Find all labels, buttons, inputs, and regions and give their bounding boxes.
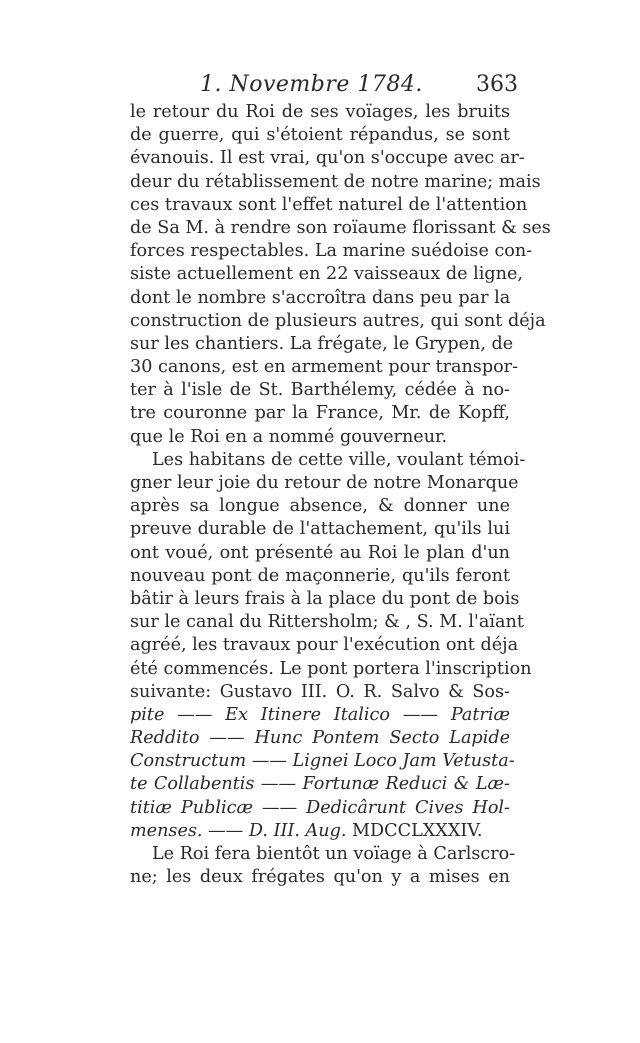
text-line: suivante: Gustavo III. O. R. Salvo & Sos- <box>130 681 510 702</box>
text-line: sur le canal du Rittersholm; & , S. M. l'aïant <box>130 612 524 633</box>
text-line: Le Roi fera bientôt un voïage à Carlscro- <box>152 844 516 864</box>
text-line: été commencés. Le pont portera l'inscription <box>130 658 532 679</box>
text-line: gner leur joie du retour de notre Monarque <box>130 473 519 493</box>
text-line: dont le nombre s'accroîtra dans peu par la <box>130 287 511 308</box>
text-line: de Sa M. à rendre son roïaume florissant & ses <box>130 217 551 238</box>
text-line: nouveau pont de maçonnerie, qu'ils feront <box>130 565 510 586</box>
inscription-line: Reddito —— Hunc Pontem Secto Lapide <box>130 728 510 749</box>
text-line: sur les chantiers. La frégate, le Grypen, de <box>130 333 514 354</box>
text-line: de guerre, qui s'étoient répandus, se sont <box>130 125 510 146</box>
body-text <box>130 101 551 889</box>
text-line: ne; les deux frégates qu'on y a mises en <box>130 867 510 888</box>
page-number: 363 <box>476 72 518 97</box>
text-line: tre couronne par la France, Mr. de Kopff, <box>130 403 510 424</box>
inscription-line: te Collabentis —— Fortunæ Reduci & Læ- <box>130 774 510 795</box>
text-line: preuve durable de l'attachement, qu'ils lui <box>130 519 510 540</box>
text-line: que le Roi en a nommé gouverneur. <box>130 426 448 447</box>
text-line: 30 canons, est en armement pour transpor- <box>130 357 519 378</box>
text-line: après sa longue absence, & donner une <box>130 496 510 517</box>
text-line: forces respectables. La marine suédoise con- <box>130 241 533 262</box>
text-line: ont voué, ont présenté au Roi le plan d'un <box>130 542 510 563</box>
inscription-line: Constructum —— Lignei Loco Jam Vetusta- <box>130 751 515 772</box>
text-line: siste actuellement en 22 vaisseaux de ligne, <box>130 264 523 285</box>
text-line: bâtir à leurs frais à la place du pont de bois <box>130 588 520 609</box>
running-title: 1. Novembre 1784. <box>200 72 423 97</box>
inscription-line: titiæ Publicæ —— Dedicârunt Cives Hol- <box>130 797 510 818</box>
text-line: évanouis. Il est vrai, qu'on s'occupe avec ar- <box>130 148 525 169</box>
inscription-date: MDCCLXXXIV. <box>352 820 483 841</box>
inscription-line <box>130 820 510 843</box>
text-line: ces travaux sont l'effet naturel de l'attention <box>130 194 528 215</box>
text-line: deur du rétablissement de notre marine; mais <box>130 171 541 192</box>
text-line: agréé, les travaux pour l'exécution ont déja <box>130 635 519 656</box>
inscription-text: menses. —— D. III. Aug. <box>130 820 347 841</box>
text-line: construction de plusieurs autres, qui sont déja <box>130 310 546 331</box>
inscription-line: pite —— Ex Itinere Italico —— Patriæ <box>130 704 510 725</box>
text-line: le retour du Roi de ses voïages, les bruits <box>130 102 510 122</box>
page-header <box>130 72 518 102</box>
text-line: ter à l'isle de St. Barthélemy, cédée à no- <box>130 380 510 401</box>
text-line: Les habitans de cette ville, voulant témoi- <box>152 449 526 470</box>
